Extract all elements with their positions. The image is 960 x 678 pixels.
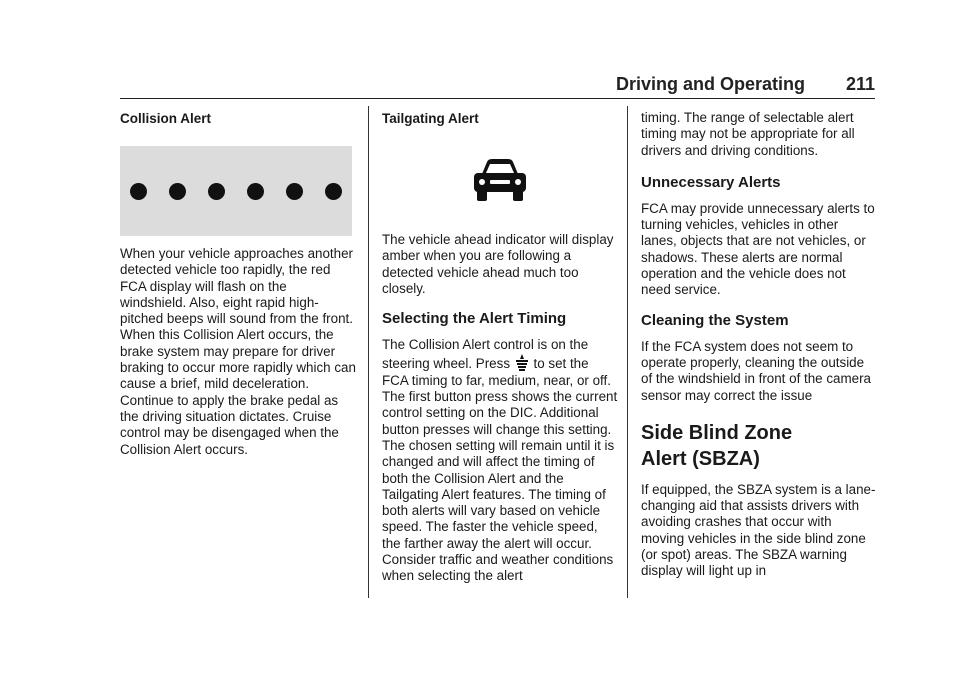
- sbza-heading-line1: Side Blind Zone: [641, 421, 793, 444]
- fca-display-image: [120, 146, 352, 236]
- section-title: Driving and Operating: [615, 74, 805, 94]
- vehicle-ahead-icon: [470, 156, 530, 204]
- cleaning-system-heading: Cleaning the System: [641, 311, 789, 329]
- cleaning-system-body: If the FCA system does not seem to operate properly, cleaning the outside of the windshield in front of the camera sensor may correct the issue: [641, 338, 872, 403]
- fca-dot-icon: [169, 183, 186, 200]
- page-number: 211: [845, 74, 875, 94]
- column-divider: [368, 106, 369, 598]
- fca-timing-button-icon: [514, 353, 530, 371]
- sbza-body: If equipped, the SBZA system is a lane-changing aid that assists drivers with avoiding crashes that occur with moving vehicles in the side blind zone (or spot) areas. The SBZA warning display will light up in: [641, 481, 876, 579]
- column-3: [641, 110, 877, 580]
- fca-dot-icon: [130, 183, 147, 200]
- fca-dot-icon: [208, 183, 225, 200]
- tailgating-alert-heading: Tailgating Alert: [382, 111, 479, 126]
- tailgating-alert-body: The vehicle ahead indicator will display amber when you are following a detected vehicle ahead much too closely.: [382, 232, 614, 296]
- collision-alert-heading: Collision Alert: [120, 111, 212, 126]
- sbza-heading-line2: Alert (SBZA): [641, 447, 760, 470]
- fca-dot-icon: [325, 183, 342, 200]
- unnecessary-alerts-heading: Unnecessary Alerts: [641, 173, 781, 191]
- column-1: [120, 110, 356, 458]
- unnecessary-alerts-body: FCA may provide unnecessary alerts to turning vehicles, vehicles in other lanes, objects that are not vehicles, or shadows. These alerts are normal operation and the vehicle does not need service.: [641, 200, 875, 298]
- page-header: [120, 74, 875, 99]
- timing-continued-body: timing. The range of selectable alert timing may not be appropriate for all drivers and driving conditions.: [641, 110, 855, 158]
- fca-dot-icon: [286, 183, 303, 200]
- timing-text-after: to set the FCA timing to far, medium, near, or off. The first button press shows the current control setting on the DIC. Additional button presses will change this setting. The chosen setting will remain until it is changed and will affect the timing of both the Collision Alert and the Tailgating Alert features. The timing of both alerts will vary based on vehicle speed. The faster the vehicle speed, the farther away the alert will occur. Consider traffic and weather conditions when selecting the alert: [382, 356, 618, 584]
- column-2: [382, 110, 618, 585]
- sbza-heading: [641, 420, 877, 472]
- vehicle-ahead-image: [382, 128, 618, 232]
- selecting-timing-body: [382, 337, 618, 584]
- selecting-timing-heading: Selecting the Alert Timing: [382, 310, 567, 328]
- fca-dot-icon: [247, 183, 264, 200]
- column-divider: [627, 106, 628, 598]
- timing-text-before: The Collision Alert control is on the steering wheel. Press: [382, 337, 589, 372]
- collision-alert-body: When your vehicle approaches another detected vehicle too rapidly, the red FCA display will flash on the windshield. Also, eight rapid high-pitched beeps will sound from the front. When this Collision Alert occurs, the brake system may prepare for driver braking to occur more rapidly which can cause a brief, mild deceleration. Continue to apply the brake pedal as the driving situation dictates. Cruise control may be disengaged when the Collision Alert occurs.: [120, 246, 356, 457]
